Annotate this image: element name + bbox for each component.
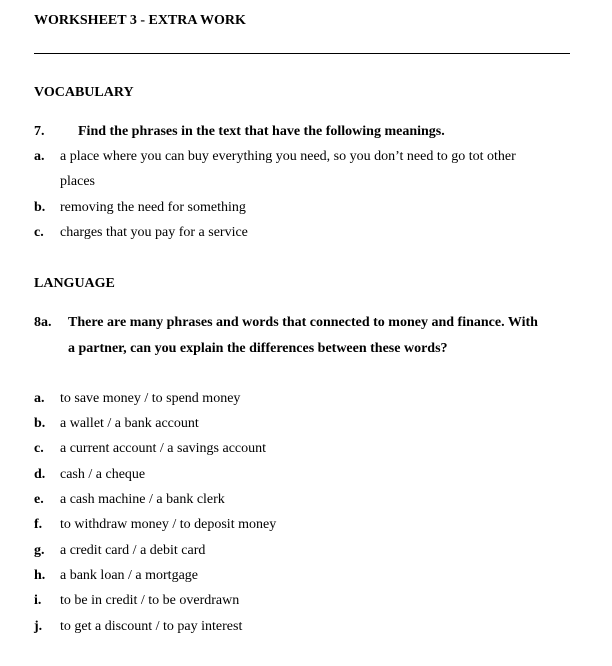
lang-item-g-label: g. bbox=[34, 543, 45, 558]
vocab-item-b-label: b. bbox=[34, 200, 46, 215]
lang-item-b-text: a wallet / a bank account bbox=[60, 416, 199, 431]
lang-item-e-text: a cash machine / a bank clerk bbox=[60, 492, 225, 507]
vocab-item-c-label: c. bbox=[34, 225, 44, 240]
lang-item-h-text: a bank loan / a mortgage bbox=[60, 568, 199, 583]
language-heading: LANGUAGE bbox=[34, 276, 115, 291]
vocab-item-a-label: a. bbox=[34, 149, 45, 164]
lang-item-d-text: cash / a cheque bbox=[60, 467, 146, 482]
lang-item-f-text: to withdraw money / to deposit money bbox=[60, 517, 277, 532]
vocab-item-c-text: charges that you pay for a service bbox=[60, 225, 248, 240]
vocab-item-a-text-cont: places bbox=[60, 174, 95, 189]
lang-item-i-text: to be in credit / to be overdrawn bbox=[60, 593, 240, 608]
vocab-item-b-text: removing the need for something bbox=[60, 200, 246, 215]
lang-item-g-text: a credit card / a debit card bbox=[60, 543, 206, 558]
lang-item-i-label: i. bbox=[34, 593, 42, 608]
title-divider bbox=[34, 53, 570, 54]
lang-item-c-label: c. bbox=[34, 441, 44, 456]
question-8a-text-cont: a partner, can you explain the differences between these words? bbox=[68, 341, 448, 356]
lang-item-f-label: f. bbox=[34, 517, 43, 532]
vocabulary-heading: VOCABULARY bbox=[34, 85, 134, 100]
lang-item-d-label: d. bbox=[34, 467, 46, 482]
lang-item-j-label: j. bbox=[34, 619, 43, 634]
lang-item-e-label: e. bbox=[34, 492, 44, 507]
lang-item-h-label: h. bbox=[34, 568, 46, 583]
question-7-text: Find the phrases in the text that have the following meanings. bbox=[78, 124, 445, 139]
page-title: WORKSHEET 3 - EXTRA WORK bbox=[34, 13, 246, 28]
lang-item-a-label: a. bbox=[34, 391, 45, 406]
question-7-number: 7. bbox=[34, 124, 45, 139]
lang-item-c-text: a current account / a savings account bbox=[60, 441, 267, 456]
lang-item-j-text: to get a discount / to pay interest bbox=[60, 619, 243, 634]
question-8a-number: 8a. bbox=[34, 315, 52, 330]
vocab-item-a-text: a place where you can buy everything you need, so you don’t need to go tot other bbox=[60, 149, 516, 164]
lang-item-b-label: b. bbox=[34, 416, 46, 431]
lang-item-a-text: to save money / to spend money bbox=[60, 391, 241, 406]
question-8a-text: There are many phrases and words that connected to money and finance. With bbox=[68, 315, 538, 330]
